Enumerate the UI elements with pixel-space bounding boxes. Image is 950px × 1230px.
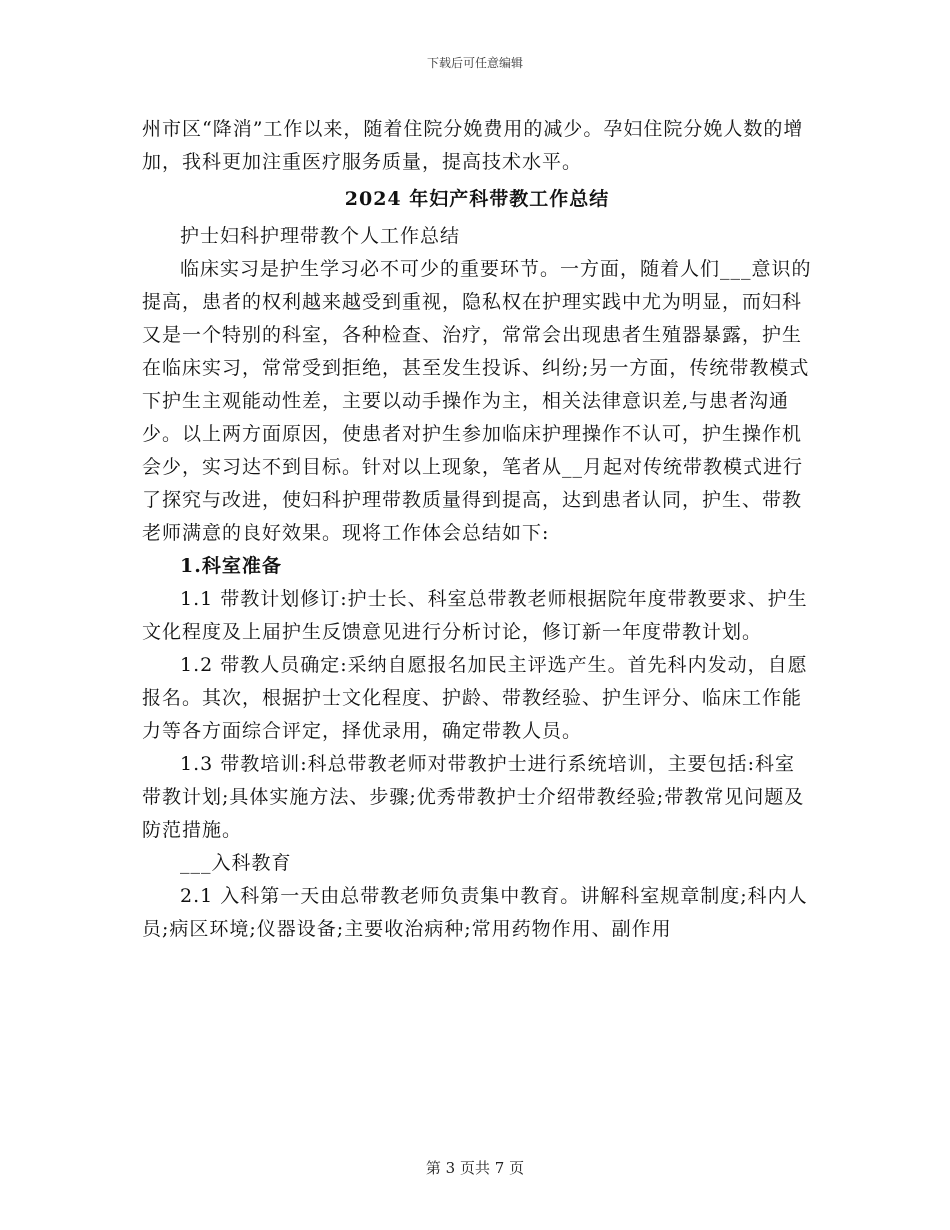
document-title: 2024 年妇产科带教工作总结 bbox=[344, 188, 610, 210]
section-heading-2: ___入科教育 bbox=[180, 852, 292, 874]
paragraph-1-1: 1.1 带教计划修订:护士长、科室总带教老师根据院年度带教要求、护生文化程度及上届护生反馈意见进行分析讨论，修订新一年度带教计划。 bbox=[142, 588, 808, 643]
page-header: 下载后可任意编辑 bbox=[426, 56, 523, 70]
paragraph-1-3: 1.3 带教培训:科总带教老师对带教护士进行系统培训，主要包括:科室带教计划;具体实施方法、步骤;优秀带教护士介绍带教经验;带教常见问题及防范措施。 bbox=[142, 753, 805, 841]
section-heading-1: 1.科室准备 bbox=[180, 555, 282, 577]
paragraph-intro: 州市区“降消”工作以来，随着住院分娩费用的减少。孕妇住院分娩人数的增加，我科更加注重医疗服务质量，提高技术水平。 bbox=[142, 118, 804, 173]
paragraph-1-2: 1.2 带教人员确定:采纳自愿报名加民主评选产生。首先科内发动，自愿报名。其次，根据护士文化程度、护龄、带教经验、护生评分、临床工作能力等各方面综合评定，择优录用，确定带教人员。 bbox=[142, 654, 808, 742]
paragraph-2-1: 2.1 入科第一天由总带教老师负责集中教育。讲解科室规章制度;科内人员;病区环境;仪器设备;主要收治病种;常用药物作用、副作用 bbox=[142, 885, 808, 940]
document-subtitle: 护士妇科护理带教个人工作总结 bbox=[180, 225, 461, 247]
document-body bbox=[142, 113, 812, 946]
paragraph-main: 临床实习是护生学习必不可少的重要环节。一方面，随着人们___意识的提高，患者的权利越来越受到重视，隐私权在护理实践中尤为明显，而妇科又是一个特别的科室，各种检查、治疗，常常会出现患者生殖器暴露，护生在临床实习，常常受到拒绝，甚至发生投诉、纠纷;另一方面，传统带教模式下护生主观能动性差，主要以动手操作为主，相关法律意识差,与患者沟通少。以上两方面原因，使患者对护生参加临床护理操作不认可，护生操作机会少，实习达不到目标。针对以上现象，笔者从__月起对传统带教模式进行了探究与改进，使妇科护理带教质量得到提高，达到患者认同，护生、带教老师满意的良好效果。现将工作体会总结如下: bbox=[142, 258, 812, 544]
page-footer: 第 3 页共 7 页 bbox=[425, 1159, 525, 1177]
